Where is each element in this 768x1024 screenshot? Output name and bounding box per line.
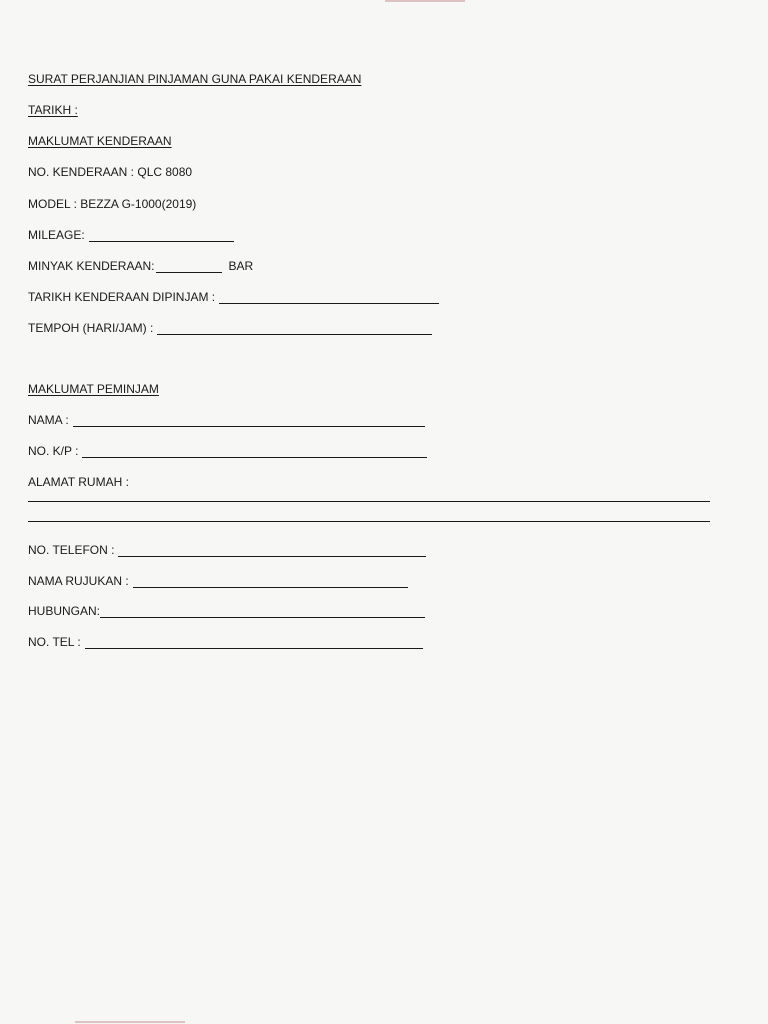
tarikh-label: TARIKH : [28, 103, 78, 117]
nama-label: NAMA : [28, 413, 69, 427]
vehicle-number: NO. KENDERAAN : QLC 8080 [28, 165, 193, 179]
tempoh-row [28, 321, 432, 335]
minyak-label: MINYAK KENDERAAN: [28, 259, 155, 273]
kp-label: NO. K/P : [28, 444, 79, 458]
scan-edge-mark-bottom [75, 1021, 185, 1023]
hubungan-label: HUBUNGAN: [28, 604, 101, 618]
scan-edge-mark-top [385, 0, 465, 2]
borrower-section-heading: MAKLUMAT PEMINJAM [28, 382, 159, 396]
minyak-unit: BAR [228, 259, 254, 273]
telefon-label: NO. TELEFON : [28, 543, 115, 557]
alamat-label: ALAMAT RUMAH : [28, 475, 129, 489]
rujukan-blank[interactable] [133, 576, 408, 588]
vehicle-section-heading: MAKLUMAT KENDERAAN [28, 134, 172, 148]
tel-label: NO. TEL : [28, 635, 81, 649]
tarikh-dipinjam-label: TARIKH KENDERAAN DIPINJAM : [28, 290, 216, 304]
tarikh-dipinjam-row [28, 290, 439, 304]
tarikh-dipinjam-blank[interactable] [219, 292, 439, 304]
minyak-row [28, 259, 253, 273]
kp-blank[interactable] [82, 446, 427, 458]
tel-row [28, 635, 423, 649]
kp-row [28, 444, 427, 458]
hubungan-row [28, 604, 425, 618]
mileage-blank[interactable] [89, 230, 234, 242]
rujukan-label: NAMA RUJUKAN : [28, 574, 129, 588]
document-title: SURAT PERJANJIAN PINJAMAN GUNA PAKAI KENDERAAN [28, 72, 362, 86]
tel-blank[interactable] [85, 637, 423, 649]
mileage-label: MILEAGE: [28, 228, 85, 242]
tempoh-blank[interactable] [157, 323, 432, 335]
minyak-blank[interactable] [156, 261, 222, 273]
telefon-blank[interactable] [118, 545, 426, 557]
mileage-row [28, 228, 234, 242]
alamat-blank-line-2[interactable] [28, 521, 710, 522]
nama-row [28, 413, 425, 427]
telefon-row [28, 543, 426, 557]
vehicle-model: MODEL : BEZZA G-1000(2019) [28, 197, 197, 211]
nama-blank[interactable] [73, 415, 425, 427]
rujukan-row [28, 574, 408, 588]
hubungan-blank[interactable] [100, 606, 425, 618]
alamat-blank-line-1[interactable] [28, 501, 710, 502]
tempoh-label: TEMPOH (HARI/JAM) : [28, 321, 154, 335]
